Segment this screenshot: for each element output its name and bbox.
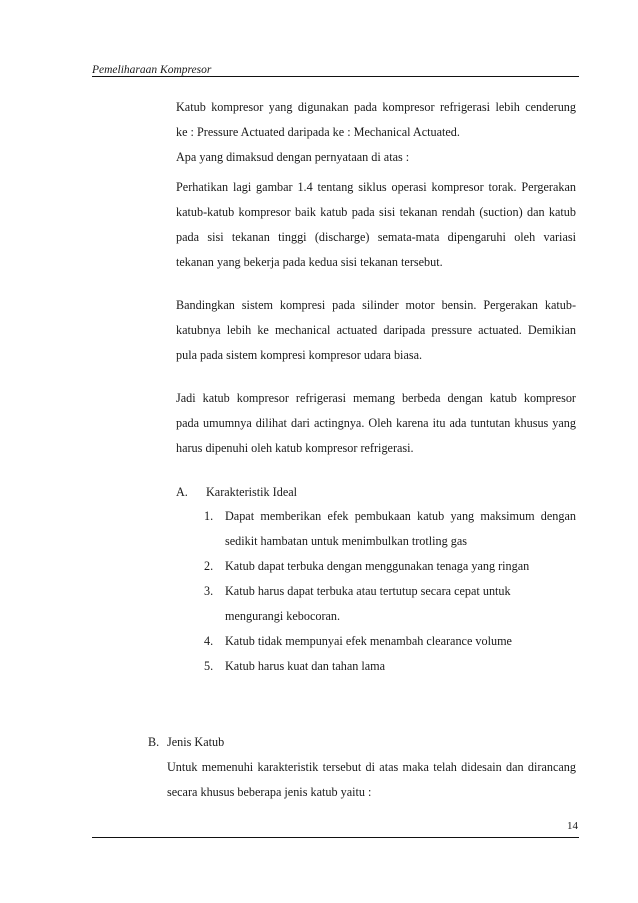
list-item-text: Katub tidak mempunyai efek menambah clearance volume: [225, 634, 512, 648]
paragraph-line: Katub kompresor yang digunakan pada kompresor refrigerasi lebih cenderung: [176, 100, 576, 114]
paragraph-line: Perhatikan lagi gambar 1.4 tentang siklus operasi kompresor torak. Pergerakan: [176, 180, 576, 194]
list-item-number: 3.: [204, 584, 214, 598]
list-item: [204, 629, 576, 654]
list-item-number: 2.: [204, 559, 214, 573]
paragraph-line: Bandingkan sistem kompresi pada silinder motor bensin. Pergerakan katub-: [176, 298, 576, 312]
footer-rule: [92, 837, 579, 838]
paragraph-line: tekanan yang bekerja pada kedua sisi tekanan tersebut.: [176, 255, 443, 269]
list-item-text: Katub harus kuat dan tahan lama: [225, 659, 386, 673]
list-item-number: 4.: [204, 634, 214, 648]
running-header-title: Pemeliharaan Kompresor: [92, 64, 212, 76]
list-item-text: mengurangi kebocoran.: [225, 609, 341, 623]
paragraph-1: [176, 95, 576, 170]
paragraph-line: harus dipenuhi oleh katub kompresor refrigerasi.: [176, 441, 414, 455]
section-marker: B.: [148, 735, 160, 749]
paragraph-line: Jadi katub kompresor refrigerasi memang berbeda dengan katub kompresor: [176, 391, 576, 405]
list-item: [204, 579, 576, 629]
section-title: Karakteristik Ideal: [206, 485, 298, 499]
list-item-number: 1.: [204, 509, 214, 523]
page-number: 14: [567, 820, 578, 832]
header-rule: [92, 76, 579, 77]
list-item: [204, 554, 576, 579]
list-item-text: Dapat memberikan efek pembukaan katub yang maksimum dengan: [225, 509, 576, 523]
paragraph-2: [176, 175, 576, 275]
paragraph-line: secara khusus beberapa jenis katub yaitu :: [167, 785, 372, 799]
paragraph-line: Apa yang dimaksud dengan pernyataan di atas :: [176, 150, 410, 164]
list-item-text: Katub dapat terbuka dengan menggunakan tenaga yang ringan: [225, 559, 530, 573]
paragraph-line: pula pada sistem kompresi kompresor udara biasa.: [176, 348, 423, 362]
list-item-text: Katub harus dapat terbuka atau tertutup secara cepat untuk: [225, 584, 511, 598]
list-item-number: 5.: [204, 659, 214, 673]
paragraph-line: ke : Pressure Actuated daripada ke : Mechanical Actuated.: [176, 125, 460, 139]
paragraph-line: pada umumnya dilihat dari actingnya. Oleh karena itu ada tuntutan khusus yang: [176, 416, 576, 430]
paragraph-line: katub-katub kompresor baik katub pada sisi tekanan rendah (suction) dan katub: [176, 205, 576, 219]
list-item-text: sedikit hambatan untuk menimbulkan trotling gas: [225, 534, 468, 548]
paragraph-line: Untuk memenuhi karakteristik tersebut di atas maka telah didesain dan dirancang: [167, 760, 576, 774]
paragraph-3: [176, 293, 576, 368]
paragraph-4: [176, 386, 576, 461]
section-b-body: [167, 755, 576, 805]
list-item: [204, 504, 576, 554]
paragraph-line: katubnya lebih ke mechanical actuated daripada pressure actuated. Demikian: [176, 323, 576, 337]
list-item: [204, 654, 576, 679]
section-marker: A.: [176, 485, 188, 499]
characteristics-list: [204, 504, 576, 679]
section-title: Jenis Katub: [167, 735, 225, 749]
paragraph-line: pada sisi tekanan tinggi (discharge) semata-mata dipengaruhi oleh variasi: [176, 230, 576, 244]
